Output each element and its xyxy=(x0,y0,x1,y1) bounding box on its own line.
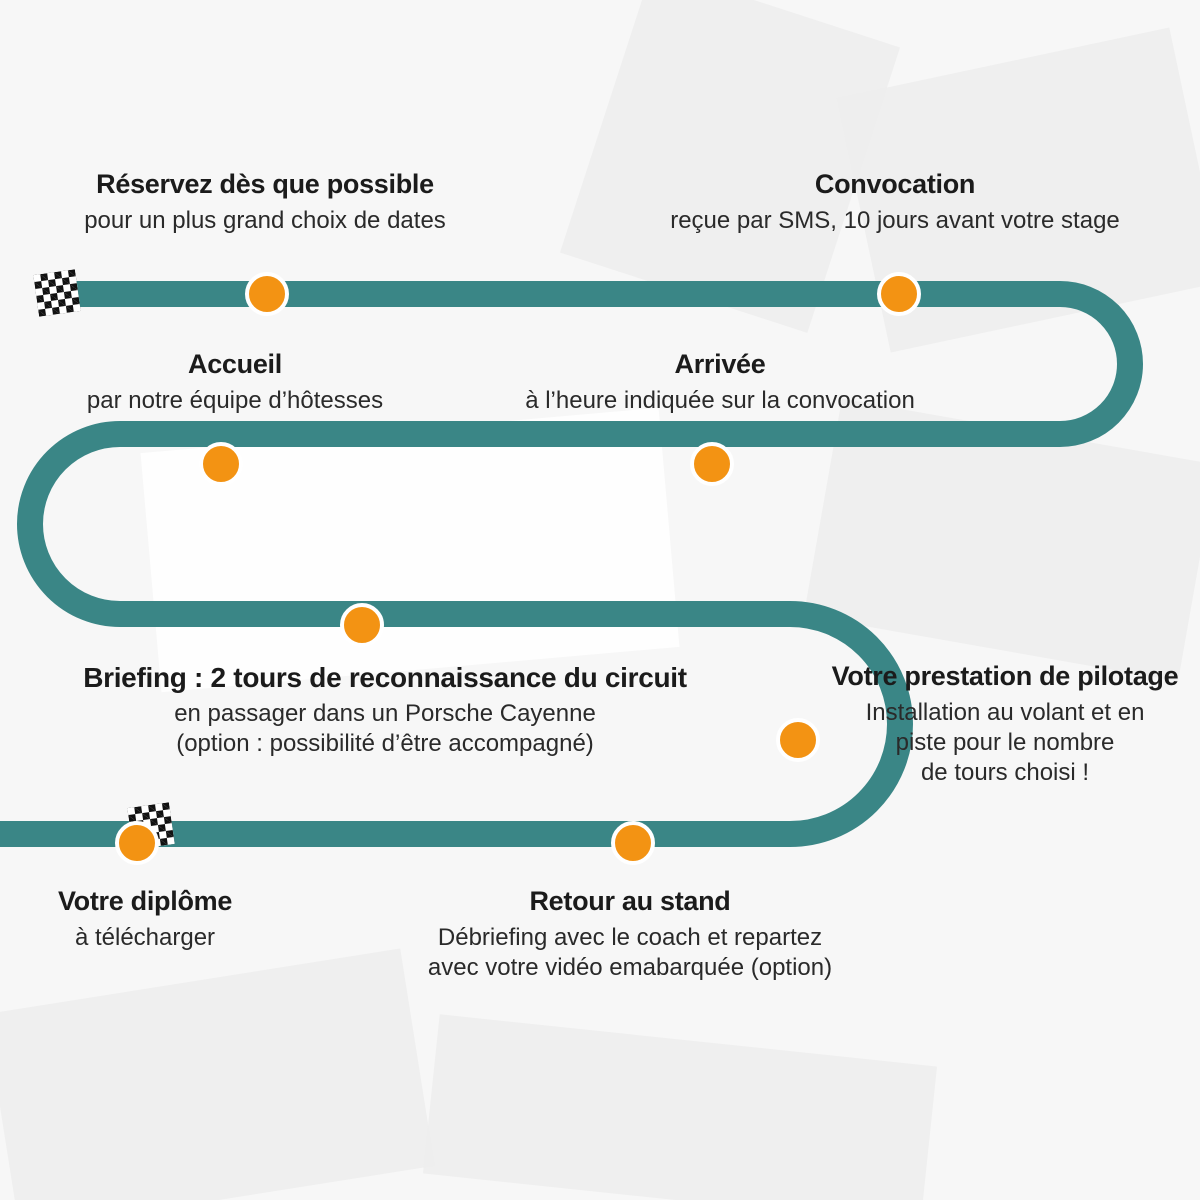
step-marker-briefing[interactable] xyxy=(340,603,384,647)
step-subtitle-line: pour un plus grand choix de dates xyxy=(84,206,446,234)
step-subtitle xyxy=(370,923,890,983)
step-label-diplome xyxy=(10,885,280,953)
step-title: Votre diplôme xyxy=(57,886,233,916)
step-title: Arrivée xyxy=(674,349,766,379)
step-marker-prestation[interactable] xyxy=(776,718,820,762)
step-label-retour xyxy=(370,885,890,983)
step-subtitle-line: à l’heure indiquée sur la convocation xyxy=(525,386,915,414)
step-label-convocation xyxy=(600,168,1190,236)
step-title: Retour au stand xyxy=(529,886,731,916)
step-marker-retour[interactable] xyxy=(611,821,655,865)
step-subtitle-line: Installation au volant et en xyxy=(865,698,1145,726)
step-subtitle xyxy=(35,386,435,416)
step-marker-accueil[interactable] xyxy=(199,442,243,486)
step-subtitle-line: Débriefing avec le coach et repartez xyxy=(437,923,823,951)
step-title: Votre prestation de pilotage xyxy=(831,661,1179,691)
step-marker-convocation[interactable] xyxy=(877,272,921,316)
step-label-accueil xyxy=(35,348,435,416)
step-subtitle-line: (option : possibilité d’être accompagné) xyxy=(176,730,594,757)
step-title: Briefing : 2 tours de reconnaissance du circuit xyxy=(83,662,687,693)
step-subtitle-line: en passager dans un Porsche Cayenne xyxy=(174,700,596,727)
step-subtitle-line: piste pour le nombre xyxy=(895,728,1115,756)
step-subtitle-line: reçue par SMS, 10 jours avant votre stage xyxy=(670,206,1120,234)
step-subtitle-line: à télécharger xyxy=(74,923,216,951)
step-subtitle xyxy=(600,206,1190,236)
step-label-reservez xyxy=(30,168,500,236)
step-subtitle xyxy=(30,206,500,236)
step-title: Accueil xyxy=(188,349,282,379)
step-subtitle xyxy=(10,923,280,953)
step-label-prestation xyxy=(820,660,1190,788)
step-marker-reservez[interactable] xyxy=(245,272,289,316)
step-marker-diplome[interactable] xyxy=(115,821,159,865)
step-marker-arrivee[interactable] xyxy=(690,442,734,486)
step-subtitle-line: de tours choisi ! xyxy=(920,758,1090,786)
step-title: Réservez dès que possible xyxy=(96,169,434,199)
checkered-flag-icon xyxy=(33,269,80,316)
step-subtitle-line: par notre équipe d’hôtesses xyxy=(86,386,384,414)
step-subtitle xyxy=(460,386,980,416)
step-title: Convocation xyxy=(814,169,976,199)
step-label-arrivee xyxy=(460,348,980,416)
step-label-briefing xyxy=(0,660,770,759)
step-subtitle xyxy=(820,698,1190,788)
step-subtitle xyxy=(0,699,770,759)
step-subtitle-line: avec votre vidéo emabarquée (option) xyxy=(427,953,833,981)
